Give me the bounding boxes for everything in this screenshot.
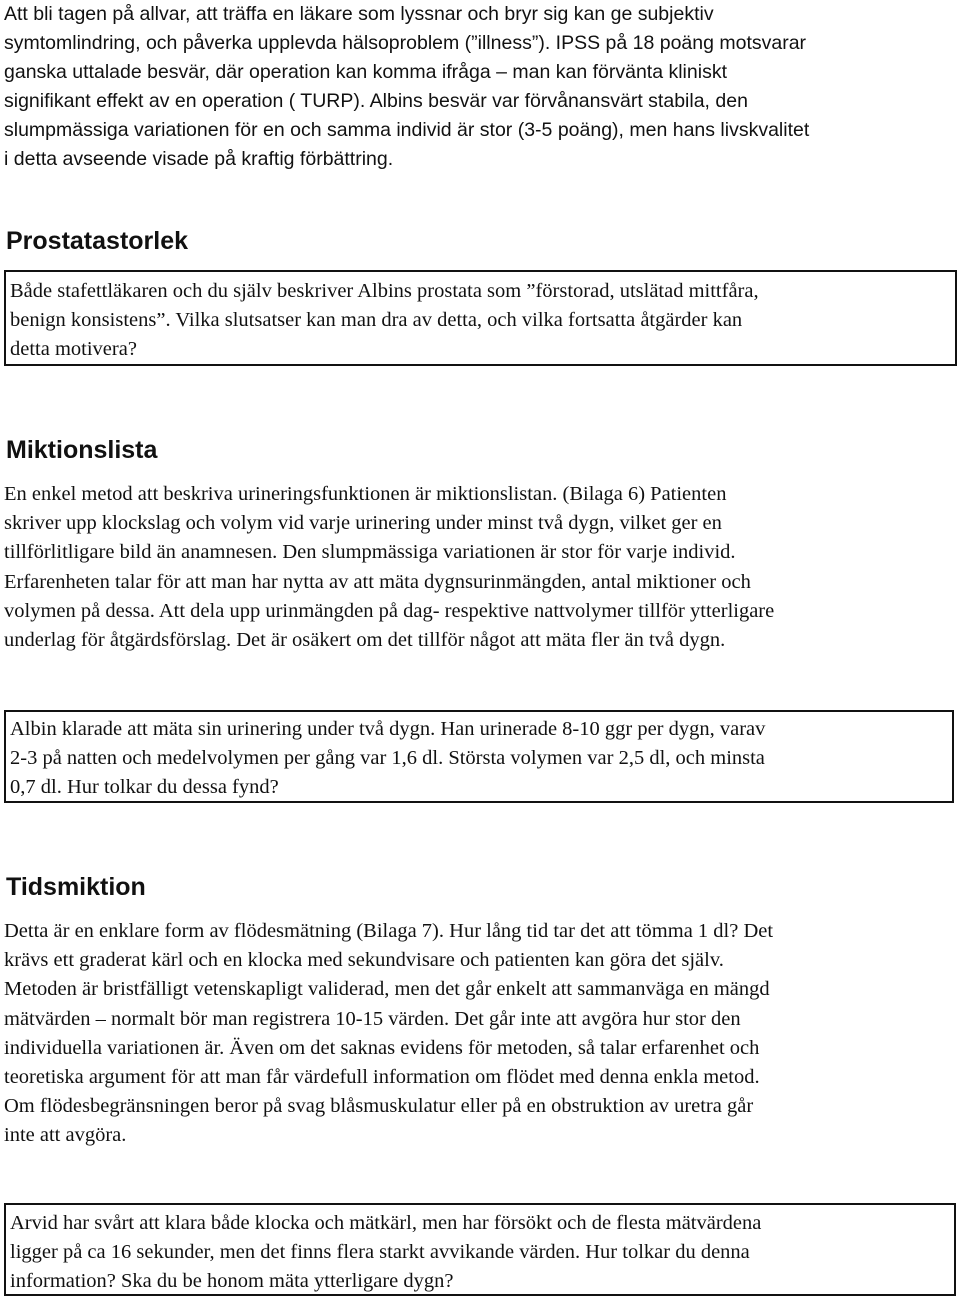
text-line: ganska uttalade besvär, där operation kan komma ifråga – man kan förvänta kliniskt	[4, 61, 727, 83]
text-line: krävs ett graderat kärl och en klocka med sekundvisare och patienten kan göra det själv.	[4, 949, 724, 972]
section-heading-tidsmiktion: Tidsmiktion	[6, 873, 146, 901]
text-line: Både stafettläkaren och du själv beskriver Albins prostata som ”förstorad, utslätad mittfåra,	[10, 280, 759, 302]
text-line: 0,7 dl. Hur tolkar du dessa fynd?	[10, 776, 279, 799]
text-line: slumpmässiga variationen för en och samma individ är stor (3-5 poäng), men hans livskvalitet	[4, 119, 810, 141]
question-box-tidsmiktion	[4, 1203, 956, 1296]
text-line: tillförlitligare bild än anamnesen. Den slumpmässiga variationen är stor för varje individ.	[4, 541, 736, 564]
text-line: Metoden är bristfälligt vetenskapligt validerad, men det går enkelt att sammanväga en mängd	[4, 978, 770, 1001]
text-line: individuella variationen är. Även om det saknas evidens för metoden, så talar erfarenhet och	[4, 1036, 760, 1059]
text-line: underlag för åtgärdsförslag. Det är osäkert om det tillför något att mäta fler än två dygn.	[4, 629, 726, 652]
text-line: teoretiska argument för att man får värdefull information om flödet med denna enkla metod.	[4, 1066, 760, 1089]
text-line: inte att avgöra.	[4, 1124, 127, 1147]
text-line: Detta är en enklare form av flödesmätning (Bilaga 7). Hur lång tid tar det att tömma 1 dl? Det	[4, 920, 774, 942]
text-line: Att bli tagen på allvar, att träffa en läkare som lyssnar och bryr sig kan ge subjektiv	[4, 3, 714, 25]
text-line: information? Ska du be honom mäta ytterligare dygn?	[10, 1270, 454, 1293]
text-line: Albin klarade att mäta sin urinering under två dygn. Han urinerade 8-10 ggr per dygn, varav	[10, 718, 766, 740]
intro-paragraph	[4, 0, 809, 174]
miktionslista-paragraph	[4, 480, 774, 655]
text-line: Om flödesbegränsningen beror på svag blåsmuskulatur eller på en obstruktion av uretra går	[4, 1095, 754, 1118]
text-line: skriver upp klockslag och volym vid varje urinering under minst två dygn, vilket ger en	[4, 512, 722, 535]
text-line: Erfarenheten talar för att man har nytta av att mäta dygnsurinmängden, antal miktioner och	[4, 570, 751, 593]
section-heading-prostatastorlek: Prostatastorlek	[6, 227, 189, 255]
text-line: volymen på dessa. Att dela upp urinmängden på dag- respektive nattvolymer tillför ytterligare	[4, 599, 775, 622]
text-line: Arvid har svårt att klara både klocka och mätkärl, men har försökt och de flesta mätvärdena	[10, 1212, 762, 1234]
text-line: benign konsistens”. Vilka slutsatser kan man dra av detta, och vilka fortsatta åtgärder kan	[10, 309, 743, 332]
question-box-miktionslista	[4, 710, 954, 803]
text-line: detta motivera?	[10, 338, 137, 361]
question-box-prostatastorlek	[4, 270, 957, 366]
text-line: ligger på ca 16 sekunder, men det finns flera starkt avvikande värden. Hur tolkar du denna	[10, 1241, 750, 1264]
section-heading-miktionslista: Miktionslista	[6, 436, 158, 464]
text-line: 2-3 på natten och medelvolymen per gång var 1,6 dl. Största volymen var 2,5 dl, och minsta	[10, 747, 765, 770]
text-line: En enkel metod att beskriva urineringsfunktionen är miktionslistan. (Bilaga 6) Patienten	[4, 483, 727, 505]
text-line: symtomlindring, och påverka upplevda hälsoproblem (”illness”). IPSS på 18 poäng motsvarar	[4, 32, 807, 54]
tidsmiktion-paragraph	[4, 917, 773, 1151]
text-line: i detta avseende visade på kraftig förbättring.	[4, 148, 394, 170]
text-line: mätvärden – normalt bör man registrera 10-15 värden. Det går inte att avgöra hur stor den	[4, 1007, 741, 1030]
text-line: signifikant effekt av en operation ( TURP). Albins besvär var förvånansvärt stabila, den	[4, 90, 748, 112]
